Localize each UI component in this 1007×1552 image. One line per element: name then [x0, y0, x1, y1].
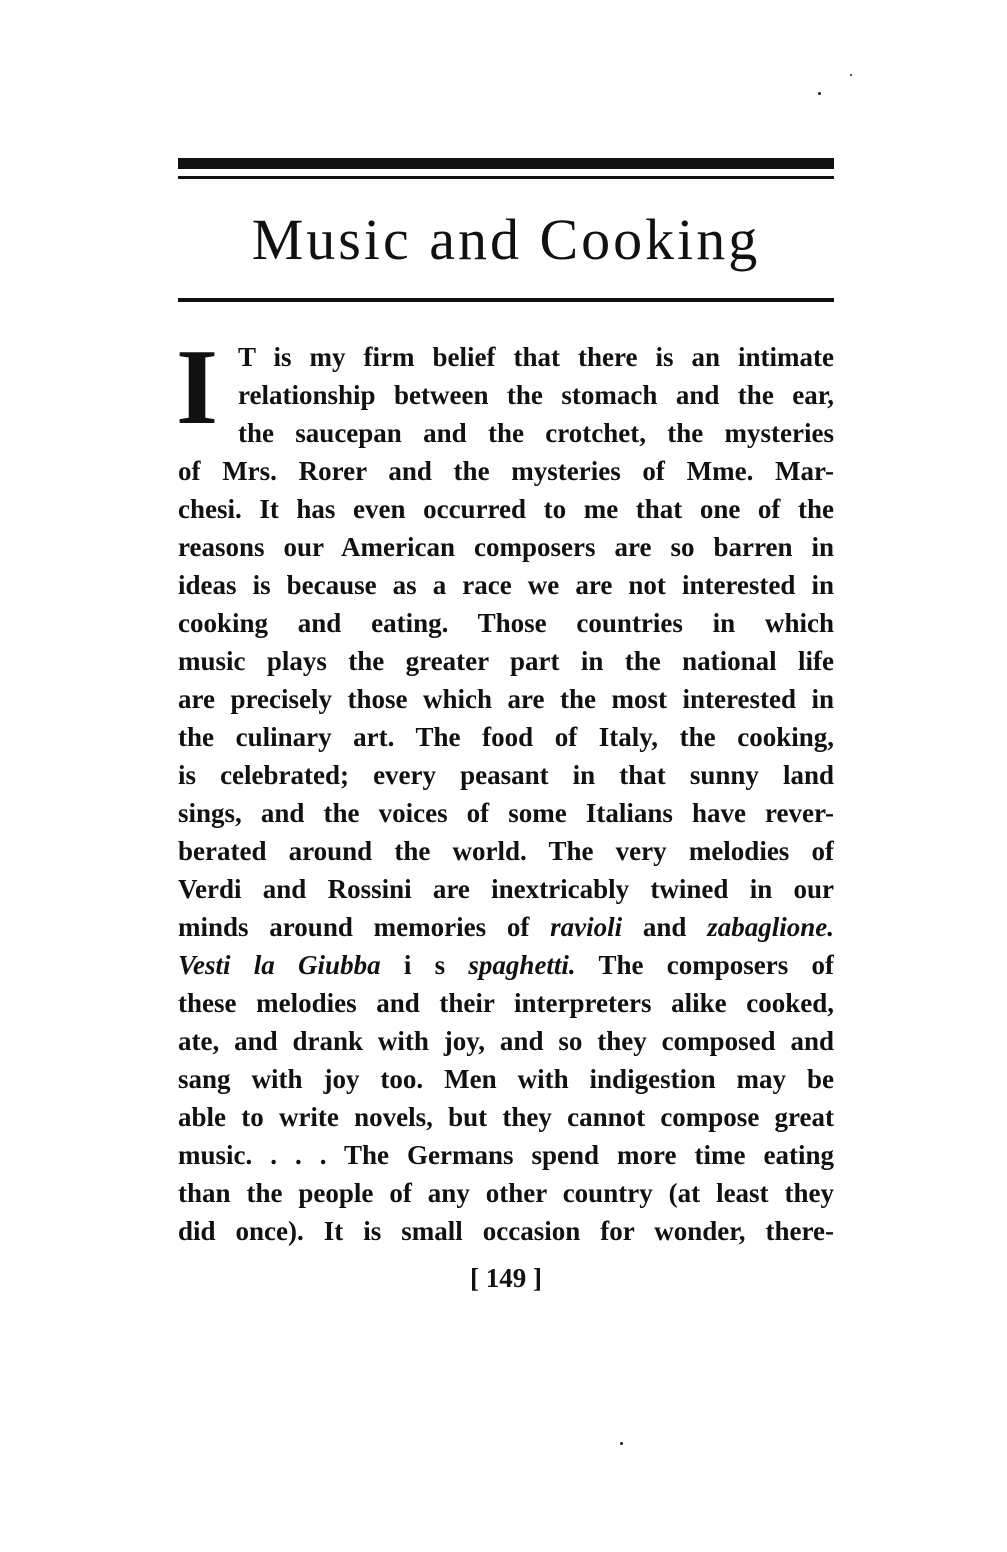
text-line: sang with joy too. Men with indigestion may be — [178, 1064, 834, 1094]
body-text — [178, 338, 834, 1250]
top-double-rule-thick — [178, 158, 834, 169]
chapter-title: Music and Cooking — [251, 207, 761, 272]
text-line: these melodies and their interpreters alike cooked, — [178, 988, 834, 1018]
text-line: did once). It is small occasion for wonder, there- — [178, 1216, 834, 1246]
text-line: of Mrs. Rorer and the mysteries of Mme. Mar- — [178, 456, 834, 486]
italic-word-ravioli: ravioli — [550, 912, 623, 942]
text-line: Verdi and Rossini are inextricably twined in our — [178, 874, 834, 904]
italic-word-spaghetti: spaghetti. — [468, 950, 576, 980]
text-line: chesi. It has even occurred to me that one of the — [178, 494, 834, 524]
text-line: cooking and eating. Those countries in which — [178, 608, 834, 638]
italic-word-zabaglione: zabaglione. — [707, 912, 834, 942]
top-double-rule-thin — [178, 176, 834, 179]
text-line: ideas is because as a race we are not interested in — [178, 570, 834, 600]
text-run: The composers of — [575, 950, 834, 980]
text-line: the culinary art. The food of Italy, the cooking, — [178, 722, 834, 752]
text-line: music. . . . The Germans spend more time eating — [178, 1140, 834, 1170]
text-line: berated around the world. The very melodies of — [178, 836, 834, 866]
text-line: ate, and drank with joy, and so they composed and — [178, 1026, 834, 1056]
text-line: T is my firm belief that there is an intimate — [238, 342, 834, 372]
text-line: are precisely those which are the most interested in — [178, 684, 834, 714]
text-line: relationship between the stomach and the ear, — [238, 380, 834, 410]
text-line: music plays the greater part in the national life — [178, 646, 834, 676]
title-underline-rule — [178, 298, 834, 302]
text-line: reasons our American composers are so barren in — [178, 532, 834, 562]
drop-cap: I — [176, 328, 219, 447]
scan-speck — [850, 74, 852, 76]
page-number: [ 149 ] — [470, 1263, 542, 1293]
text-line: the saucepan and the crotchet, the mysteries — [238, 418, 834, 448]
italic-phrase-vesti-la-giubba: Vesti la Giubba — [178, 950, 381, 980]
scan-speck — [818, 92, 821, 95]
scan-speck — [620, 1442, 623, 1445]
text-line: than the people of any other country (at least they — [178, 1178, 834, 1208]
text-line: is celebrated; every peasant in that sunny land — [178, 760, 834, 790]
text-line-mixed — [178, 946, 834, 984]
text-run: i s — [380, 950, 469, 980]
text-line: able to write novels, but they cannot compose great — [178, 1102, 834, 1132]
text-line: sings, and the voices of some Italians have rever- — [178, 798, 834, 828]
text-line-mixed — [178, 908, 834, 946]
text-run: minds around memories of — [178, 912, 551, 942]
text-run: and — [622, 912, 708, 942]
